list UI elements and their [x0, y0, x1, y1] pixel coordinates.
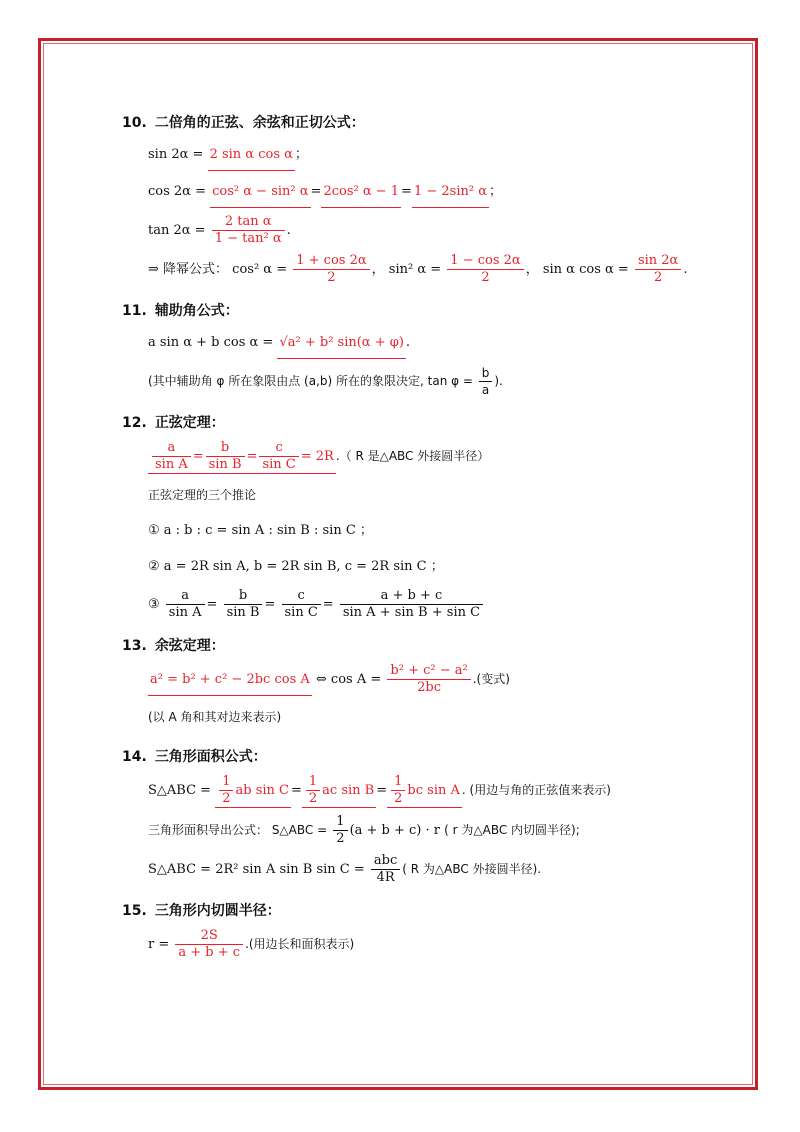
section-10-heading: 10. 二倍角的正弦、余弦和正切公式：: [122, 115, 365, 131]
document-body: [122, 98, 688, 967]
corollary-2: ② a = 2R sin A, b = 2R sin B, c = 2R sin C ；: [148, 559, 444, 574]
section-13-heading: 13. 余弦定理：: [122, 638, 225, 654]
auxiliary-angle-note: (其中辅助角 φ 所在象限由点 (a,b) 所在的象限决定, tan φ = $\frac{b}{a}$ ).: [148, 366, 503, 397]
formula-area-circumradius: S△ABC = 2R² sin A sin B sin C = $\frac{\text{abc}}{4R}$ ( R 为△ABC 外接圆半径).: [148, 853, 542, 885]
formula-auxiliary-angle: a sin α + b cos α = √a² + b² sin(α + φ) .: [148, 328, 682, 359]
corollary-3: ③ $\frac{a}{\text{sin A}}$ = $\frac{b}{\text{sin B}}$ = $\frac{c}{\text{sin C}}$ = $\frac{a + b + c}{\text{sin A + sin B + sin C}}$: [148, 588, 682, 621]
formula-law-of-cosines: a² = b² + c² − 2bc cos A ⇔ cos A = $\frac{\text{b² + c² − a²}}{2bc}$ .(变式): [150, 663, 510, 695]
section-12-heading: 12. 正弦定理：: [122, 415, 225, 431]
formula-triangle-area: S△ABC = $\frac{1}{2}$ ab sin C = $\frac{1}{2}$ ac sin B = $\frac{1}{2}$ bc sin A . (用边与角的正弦值来表示): [148, 774, 611, 806]
formula-tan2a: tan 2α = $\frac{\text{2 tan α}}{\text{1 − tan² α}}$ .: [148, 214, 291, 246]
law-of-cosines-note: (以 A 角和其对边来表示): [148, 710, 282, 724]
section-11-heading: 11. 辅助角公式：: [122, 303, 239, 319]
formula-inradius: r = $\frac{2S}{a + b + c}$ .(用边长和面积表示): [148, 928, 355, 960]
formula-cos2a: cos 2α = cos² α − sin² α = 2cos² α − 1 = 1 − 2sin² α ；: [148, 177, 682, 208]
formula-area-inradius: 三角形面积导出公式： S△ABC = $\frac{1}{2}$ (a + b + c) · r ( r 为△ABC 内切圆半径);: [148, 814, 580, 846]
section-14-heading: 14. 三角形面积公式：: [122, 749, 267, 765]
corollary-1: ① a : b : c = sin A : sin B : sin C ；: [148, 523, 373, 538]
formula-sin2a: sin 2α = 2 sin α cos α ；: [148, 140, 682, 171]
formula-law-of-sines: $\frac{a}{\text{sin A}}$ = $\frac{b}{\text{sin B}}$ = $\frac{c}{\text{sin C}}$ = 2R .（ R 是△ABC 外接圆半径）: [148, 440, 682, 474]
formula-power-reduction: ⇒ 降幂公式： cos² α = $\frac{1 + \cos 2\alpha}{2}$ ， sin² α = $\frac{1 - \cos 2\alpha}{2}$ ， sin α cos α = $\frac{\sin 2\alpha}{2}$ .: [148, 253, 688, 285]
law-of-sines-corollaries-label: 正弦定理的三个推论: [148, 488, 257, 502]
section-15-heading: 15. 三角形内切圆半径：: [122, 903, 281, 919]
